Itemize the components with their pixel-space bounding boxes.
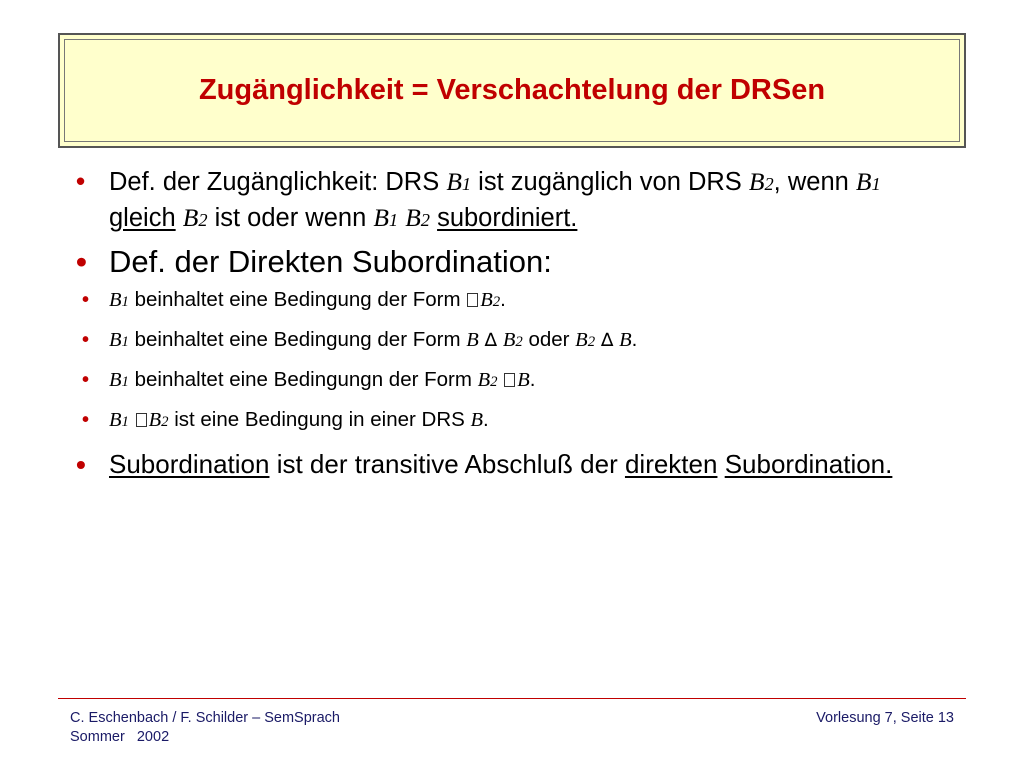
math-b1: B1 — [446, 167, 472, 196]
math-b: B — [470, 409, 484, 431]
footer-divider — [58, 698, 966, 699]
slide-content — [70, 165, 950, 482]
sub-list-item: • B1 beinhaltet eine Bedingung der Form B2. — [82, 288, 506, 311]
subordination-text: Subordination. — [724, 449, 893, 479]
math-b1: B1 — [109, 369, 129, 391]
math-b2: B2 — [477, 369, 498, 391]
sub-list-item: • B1 B2 ist eine Bedingung in einer DRS B. — [82, 408, 489, 431]
bullet-icon: • — [82, 409, 90, 431]
math-b1: B1 — [855, 167, 881, 196]
footer-page-info: Vorlesung 7, Seite 13 — [816, 710, 954, 726]
footer-authors: C. Eschenbach / F. Schilder – SemSprach — [70, 710, 340, 726]
slide-title: Zugänglichkeit = Verschachtelung der DRSen — [198, 74, 826, 106]
math-b2: B2 — [182, 203, 208, 232]
sub-list — [70, 287, 950, 435]
subordiniert-text: subordiniert. — [437, 204, 578, 232]
bullet-icon: • — [82, 369, 90, 391]
direkten-text: direkten — [624, 449, 718, 479]
list-item-def-zugaenglichkeit: • Def. der Zugänglichkeit: DRS B1 ist zugänglich von DRS B2, wenn B1 gleich B2 ist oder wenn B1 B2 subordiniert. — [76, 166, 881, 232]
math-b1: B1 — [373, 203, 399, 232]
math-b2: B2 — [405, 203, 430, 232]
sub-list-item: • B1 beinhaltet eine Bedingungn der Form B2 B. — [82, 368, 536, 391]
bullet-icon: • — [76, 166, 86, 196]
list-item-def-direkte-subordination: • Def. der Direkten Subordination: — [76, 244, 552, 279]
gleich-text: gleich — [109, 204, 176, 232]
bullet-icon: • — [76, 449, 86, 480]
math-b1: B1 — [109, 409, 129, 431]
sub-list-item: • B1 beinhaltet eine Bedingung der Form B ∆ B2 oder B2 ∆ B. — [82, 328, 638, 351]
math-b2: B2 ∆ B — [575, 329, 632, 351]
bullet-icon: • — [76, 244, 87, 279]
math-b: B ∆ B2 — [466, 329, 523, 351]
subordination-text: Subordination — [109, 449, 270, 479]
math-b2: B2 — [748, 167, 774, 196]
math-b1: B1 — [109, 329, 129, 351]
bullet-icon: • — [82, 289, 90, 311]
missing-symbol-icon — [504, 373, 515, 387]
list-item-subordination: • Subordination ist der transitive Abschluß der direkten Subordination. — [76, 449, 893, 480]
missing-symbol-icon — [136, 413, 147, 427]
footer-left — [70, 709, 340, 747]
math-b1: B1 — [109, 289, 129, 311]
math-b2: B2 — [480, 289, 501, 311]
title-frame — [58, 33, 966, 148]
math-b2: B2 — [148, 409, 169, 431]
footer-term: Sommer 2002 — [70, 729, 170, 745]
math-b: B — [517, 369, 530, 391]
bullet-icon: • — [82, 329, 90, 351]
missing-symbol-icon — [467, 293, 478, 307]
